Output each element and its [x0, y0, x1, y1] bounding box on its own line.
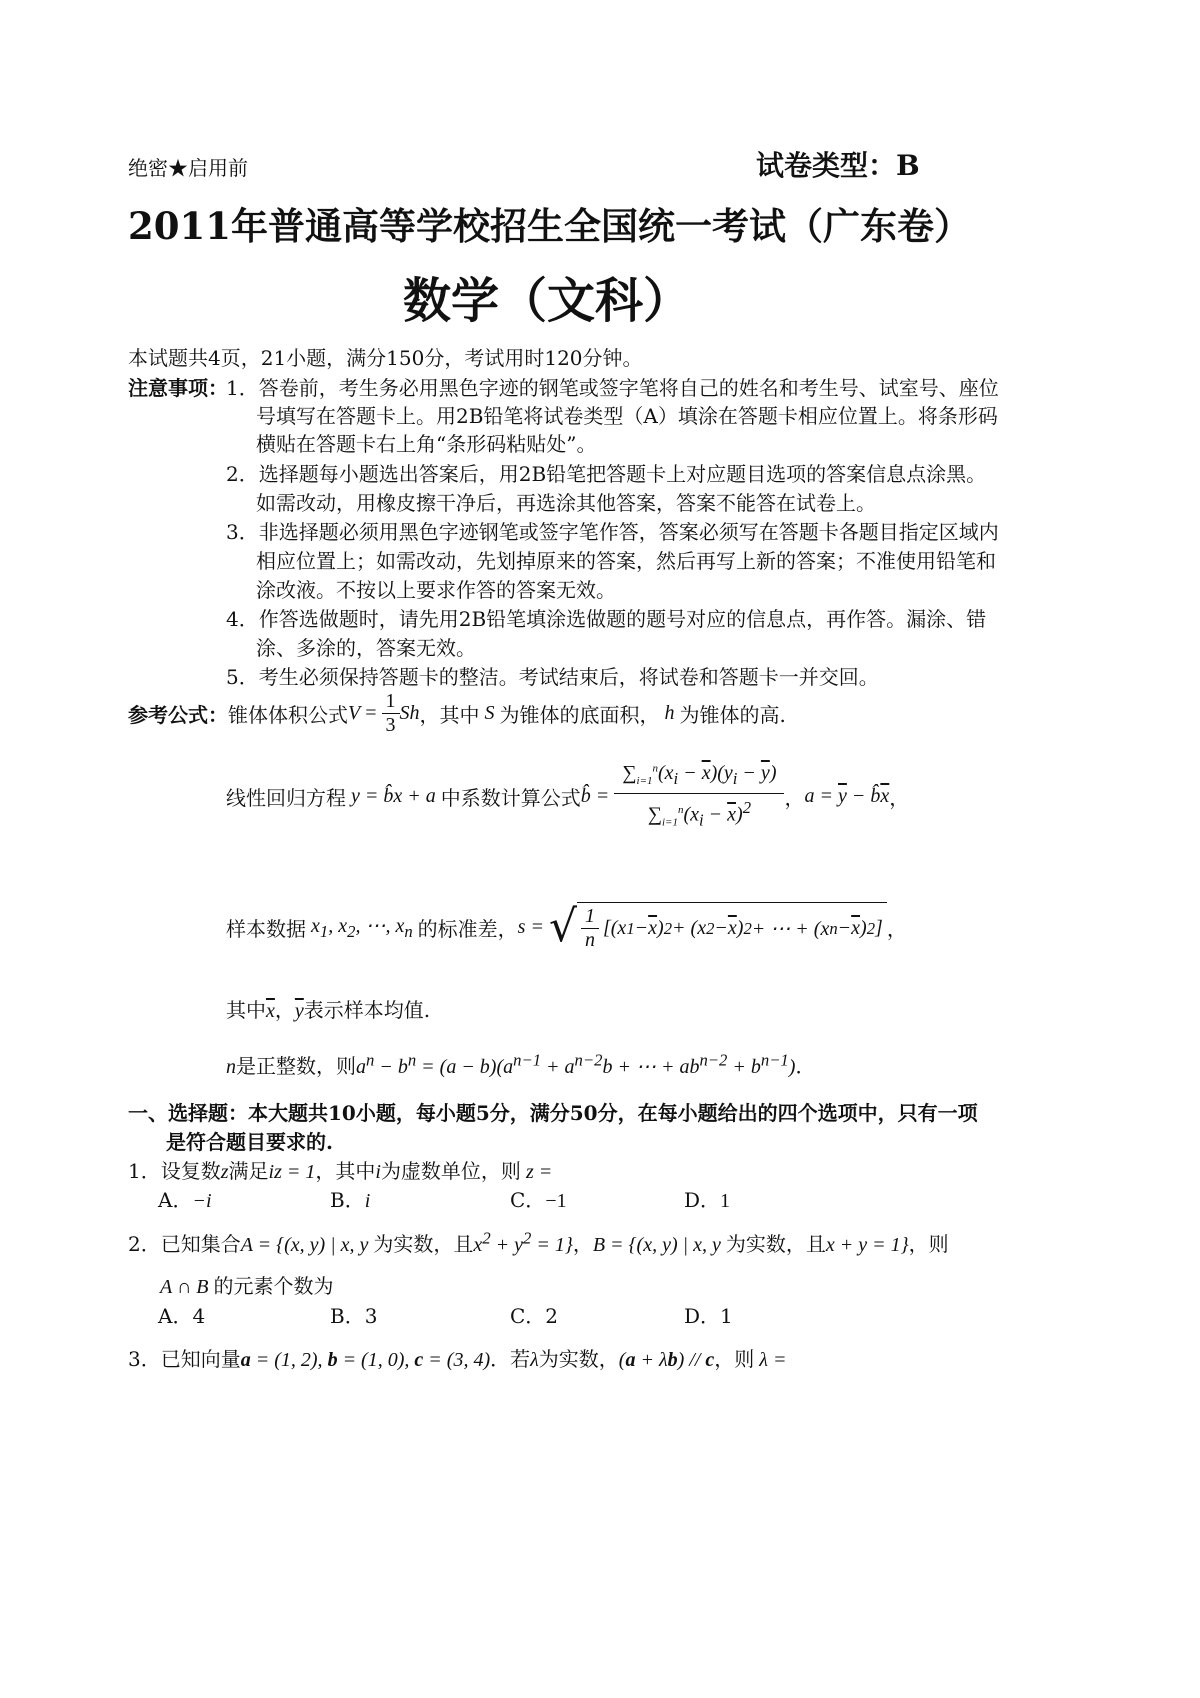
math-expr: A = {(x, y) | x, y: [240, 1234, 374, 1256]
fraction: $\frac{1}{3}$: [382, 690, 400, 737]
fraction: $\frac{\sum_{i=1}^n(x_i - \overline{x})(y_i - \overline{y})}{\sum_{i=1}^n(x_i - \overline{x})^2}$: [614, 762, 784, 831]
math-expr: V: [348, 702, 361, 724]
page-title: 2011年普通高等学校招生全国统一考试（广东卷）: [128, 204, 971, 248]
q1-option-a: A．−i: [158, 1188, 212, 1212]
math-expr: $a^n - b^n = (a - b)(a^{n-1} + a^{n-2}b$ + ⋯ + $ab^{n-2} + b^{n-1}$): [356, 1050, 796, 1078]
q1-option-b: B．i: [330, 1188, 371, 1212]
math-expr: y = b̂x + a: [346, 784, 441, 807]
paper-type: 试卷类型：B: [756, 149, 920, 182]
intro-text: 本试题共4页，21小题，满分150分，考试用时120分钟。: [128, 346, 643, 370]
notice-item: 横贴在答题卡右上角“条形码粘贴处”。: [256, 432, 597, 456]
notice-item: 5．考生必须保持答题卡的整洁。考试结束后，将试卷和答题卡一并交回。: [226, 665, 879, 689]
q2-option-b: B．3: [330, 1304, 378, 1328]
ref-std-formula: 样本数据 $x_1$, $x_2$, ⋯, $x_n$ 的标准差， s = √ $\frac{1}{n}$ [(x 1 − $\overline{x}$ ) 2 + (x 2 − $\overline{x}$ ) 2 + ⋯ + (x n − $\overline{x}$ ) 2 ] ，: [226, 901, 907, 952]
subject-title: 数学（文科）: [403, 273, 692, 329]
notice-item: 3．非选择题必须用黑色字迹钢笔或签字笔作答，答案必须写在答题卡各题目指定区域内: [226, 520, 999, 544]
question-1: 1．设复数z满足iz = 1，其中i为虚数单位，则 z =: [128, 1159, 553, 1183]
ref-mean-text: 其中$\overline{x}$，$\overline{y}$表示样本均值.: [226, 998, 431, 1022]
secret-label: 绝密★启用前: [128, 156, 248, 180]
math-expr: $x_1$, $x_2$, ⋯, $x_n$: [306, 914, 413, 941]
question-3: 3．已知向量a = (1, 2), b = (1, 0), c = (3, 4)．若λ为实数，(a + λb) // c，则 λ =: [128, 1347, 787, 1371]
q2-option-a: A．4: [158, 1304, 206, 1328]
notice-item: 涂改液。不按以上要求作答的答案无效。: [256, 578, 616, 602]
question-2-cont: A ∩ B 的元素个数为: [160, 1274, 334, 1298]
q1-option-d: D．1: [684, 1188, 731, 1212]
ref-regression-formula: 线性回归方程 y = b̂x + a 中系数计算公式 b̂ = $\frac{\sum_{i=1}^n(x_i - \overline{x})(y_i - \overline{y})}{\sum_{i=1}^n(x_i - \overline{x})^2}$ ， $a = \overline{y}$ − $b̂\overline{x}$ ，: [226, 762, 910, 830]
notice-item: 号填写在答题卡上。用2B铅笔将试卷类型（A）填涂在答题卡相应位置上。将条形码: [256, 404, 998, 428]
notice-item: 2．选择题每小题选出答案后，用2B铅笔把答题卡上对应题目选项的答案信息点涂黑。: [226, 462, 987, 486]
section-heading-cont: 是符合题目要求的.: [166, 1130, 333, 1154]
notice-item: 相应位置上；如需改动，先划掉原来的答案，然后再写上新的答案；不准使用铅笔和: [256, 549, 996, 573]
ref-power-formula: n是正整数，则$a^n - b^n = (a - b)(a^{n-1} + a^{n-2}b$ + ⋯ + $ab^{n-2} + b^{n-1}$)．: [226, 1050, 816, 1078]
q2-option-c: C．2: [510, 1304, 559, 1328]
notice-label: 注意事项：: [128, 376, 228, 400]
notice-item: 如需改动，用橡皮擦干净后，再选涂其他答案，答案不能答在试卷上。: [256, 491, 876, 515]
math-expr: a = (1, 2), b = (1, 0), c = (3, 4): [240, 1349, 491, 1371]
sqrt-symbol: √: [548, 901, 577, 952]
q2-option-d: D．1: [684, 1304, 733, 1328]
math-expr: iz = 1: [268, 1161, 316, 1183]
section-heading: 一、选择题：本大题共10小题，每小题5分，满分50分，在每小题给出的四个选项中，只有一项: [128, 1101, 978, 1125]
question-2: 2．已知集合A = {(x, y) | x, y 为实数，且$x^2 + y^2 = 1$}，B = {(x, y) | x, y 为实数，且x + y = 1}，则: [128, 1228, 949, 1256]
notice-item: 1．答卷前，考生务必用黑色字迹的钢笔或签字笔将自己的姓名和考生号、试室号、座位: [226, 376, 999, 400]
notice-item: 涂、多涂的，答案无效。: [256, 636, 476, 660]
notice-item: 4．作答选做题时，请先用2B铅笔填涂选做题的题号对应的信息点，再作答。漏涂、错: [226, 607, 987, 631]
ref-cone-formula: 参考公式： 锥体体积公式 V = $\frac{1}{3}$ Sh ，其中 S 为锥体的底面积， h 为锥体的高.: [128, 690, 786, 736]
ref-label: 参考公式：: [128, 703, 228, 727]
q1-option-c: C．−1: [510, 1188, 567, 1212]
